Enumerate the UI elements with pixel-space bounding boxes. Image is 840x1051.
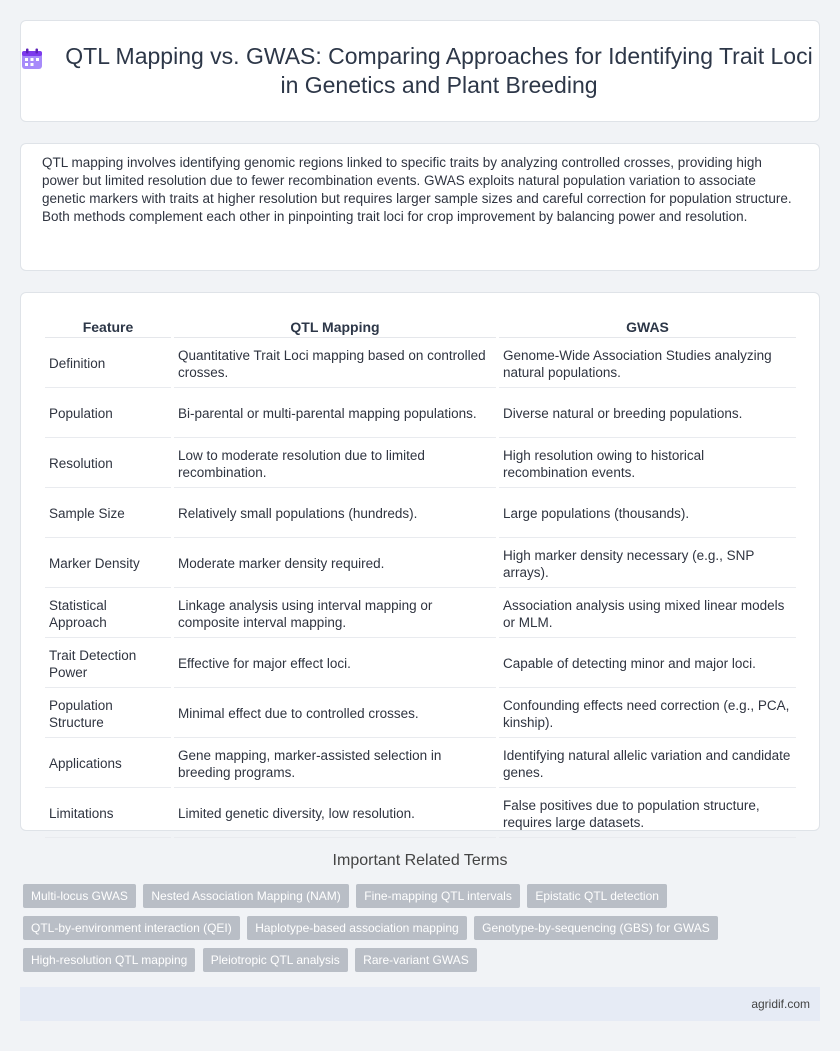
column-header-gwas: GWAS bbox=[499, 315, 796, 338]
table-row bbox=[45, 490, 796, 538]
feature-cell: Trait Detection Power bbox=[45, 640, 171, 688]
related-term-tag[interactable]: Multi-locus GWAS bbox=[23, 884, 136, 908]
feature-cell: Limitations bbox=[45, 790, 171, 838]
feature-cell: Statistical Approach bbox=[45, 590, 171, 638]
gwas-cell: Confounding effects need correction (e.g., PCA, kinship). bbox=[499, 690, 796, 738]
feature-cell: Definition bbox=[45, 340, 171, 388]
qtl-cell: Minimal effect due to controlled crosses. bbox=[174, 690, 496, 738]
footer-site-link[interactable]: agridif.com bbox=[751, 997, 810, 1011]
related-term-tag[interactable]: High-resolution QTL mapping bbox=[23, 948, 195, 972]
qtl-cell: Gene mapping, marker-assisted selection in breeding programs. bbox=[174, 740, 496, 788]
qtl-cell: Low to moderate resolution due to limited recombination. bbox=[174, 440, 496, 488]
table-header-row bbox=[45, 315, 796, 338]
column-header-feature: Feature bbox=[45, 315, 171, 338]
related-term-tag[interactable]: Rare-variant GWAS bbox=[355, 948, 477, 972]
related-term-tag[interactable]: Fine-mapping QTL intervals bbox=[356, 884, 520, 908]
table-row bbox=[45, 540, 796, 588]
related-terms-list bbox=[23, 884, 723, 980]
gwas-cell: Genome-Wide Association Studies analyzing natural populations. bbox=[499, 340, 796, 388]
column-header-qtl: QTL Mapping bbox=[174, 315, 496, 338]
gwas-cell: False positives due to population structure, requires large datasets. bbox=[499, 790, 796, 838]
comparison-table bbox=[42, 313, 799, 840]
feature-cell: Resolution bbox=[45, 440, 171, 488]
gwas-cell: High marker density necessary (e.g., SNP arrays). bbox=[499, 540, 796, 588]
qtl-cell: Moderate marker density required. bbox=[174, 540, 496, 588]
table-row bbox=[45, 590, 796, 638]
related-term-tag[interactable]: Pleiotropic QTL analysis bbox=[203, 948, 348, 972]
table-row bbox=[45, 440, 796, 488]
intro-card bbox=[20, 143, 820, 271]
header-card bbox=[20, 20, 820, 122]
related-term-tag[interactable]: Genotype-by-sequencing (GBS) for GWAS bbox=[474, 916, 718, 940]
table-row bbox=[45, 340, 796, 388]
page-title: QTL Mapping vs. GWAS: Comparing Approaches for Identifying Trait Loci in Genetics and Plant Breeding bbox=[65, 43, 813, 98]
gwas-cell: High resolution owing to historical recombination events. bbox=[499, 440, 796, 488]
qtl-cell: Linkage analysis using interval mapping or composite interval mapping. bbox=[174, 590, 496, 638]
calendar-icon bbox=[21, 48, 43, 70]
related-term-tag[interactable]: QTL-by-environment interaction (QEI) bbox=[23, 916, 240, 940]
gwas-cell: Large populations (thousands). bbox=[499, 490, 796, 538]
table-row bbox=[45, 640, 796, 688]
related-terms-title: Important Related Terms bbox=[332, 852, 508, 869]
footer bbox=[20, 987, 820, 1021]
qtl-cell: Limited genetic diversity, low resolution. bbox=[174, 790, 496, 838]
gwas-cell: Diverse natural or breeding populations. bbox=[499, 390, 796, 438]
qtl-cell: Relatively small populations (hundreds). bbox=[174, 490, 496, 538]
related-term-tag[interactable]: Haplotype-based association mapping bbox=[247, 916, 466, 940]
feature-cell: Applications bbox=[45, 740, 171, 788]
feature-cell: Population bbox=[45, 390, 171, 438]
related-term-tag[interactable]: Epistatic QTL detection bbox=[527, 884, 667, 908]
qtl-cell: Bi-parental or multi-parental mapping populations. bbox=[174, 390, 496, 438]
gwas-cell: Capable of detecting minor and major loci. bbox=[499, 640, 796, 688]
feature-cell: Population Structure bbox=[45, 690, 171, 738]
related-term-tag[interactable]: Nested Association Mapping (NAM) bbox=[143, 884, 348, 908]
table-row bbox=[45, 790, 796, 838]
gwas-cell: Association analysis using mixed linear models or MLM. bbox=[499, 590, 796, 638]
gwas-cell: Identifying natural allelic variation and candidate genes. bbox=[499, 740, 796, 788]
feature-cell: Marker Density bbox=[45, 540, 171, 588]
intro-text: QTL mapping involves identifying genomic regions linked to specific traits by analyzing controlled crosses, providing high power but limited resolution due to fewer recombination events. GWAS exploits natural population variation to associate genetic markers with traits at higher resolution but requires larger sample sizes and careful correction for population structure. Both methods complement each other in pinpointing trait loci for crop improvement by balancing power and resolution. bbox=[42, 155, 792, 224]
qtl-cell: Effective for major effect loci. bbox=[174, 640, 496, 688]
feature-cell: Sample Size bbox=[45, 490, 171, 538]
table-row bbox=[45, 390, 796, 438]
table-row bbox=[45, 740, 796, 788]
qtl-cell: Quantitative Trait Loci mapping based on controlled crosses. bbox=[174, 340, 496, 388]
comparison-card bbox=[20, 292, 820, 831]
table-row bbox=[45, 690, 796, 738]
